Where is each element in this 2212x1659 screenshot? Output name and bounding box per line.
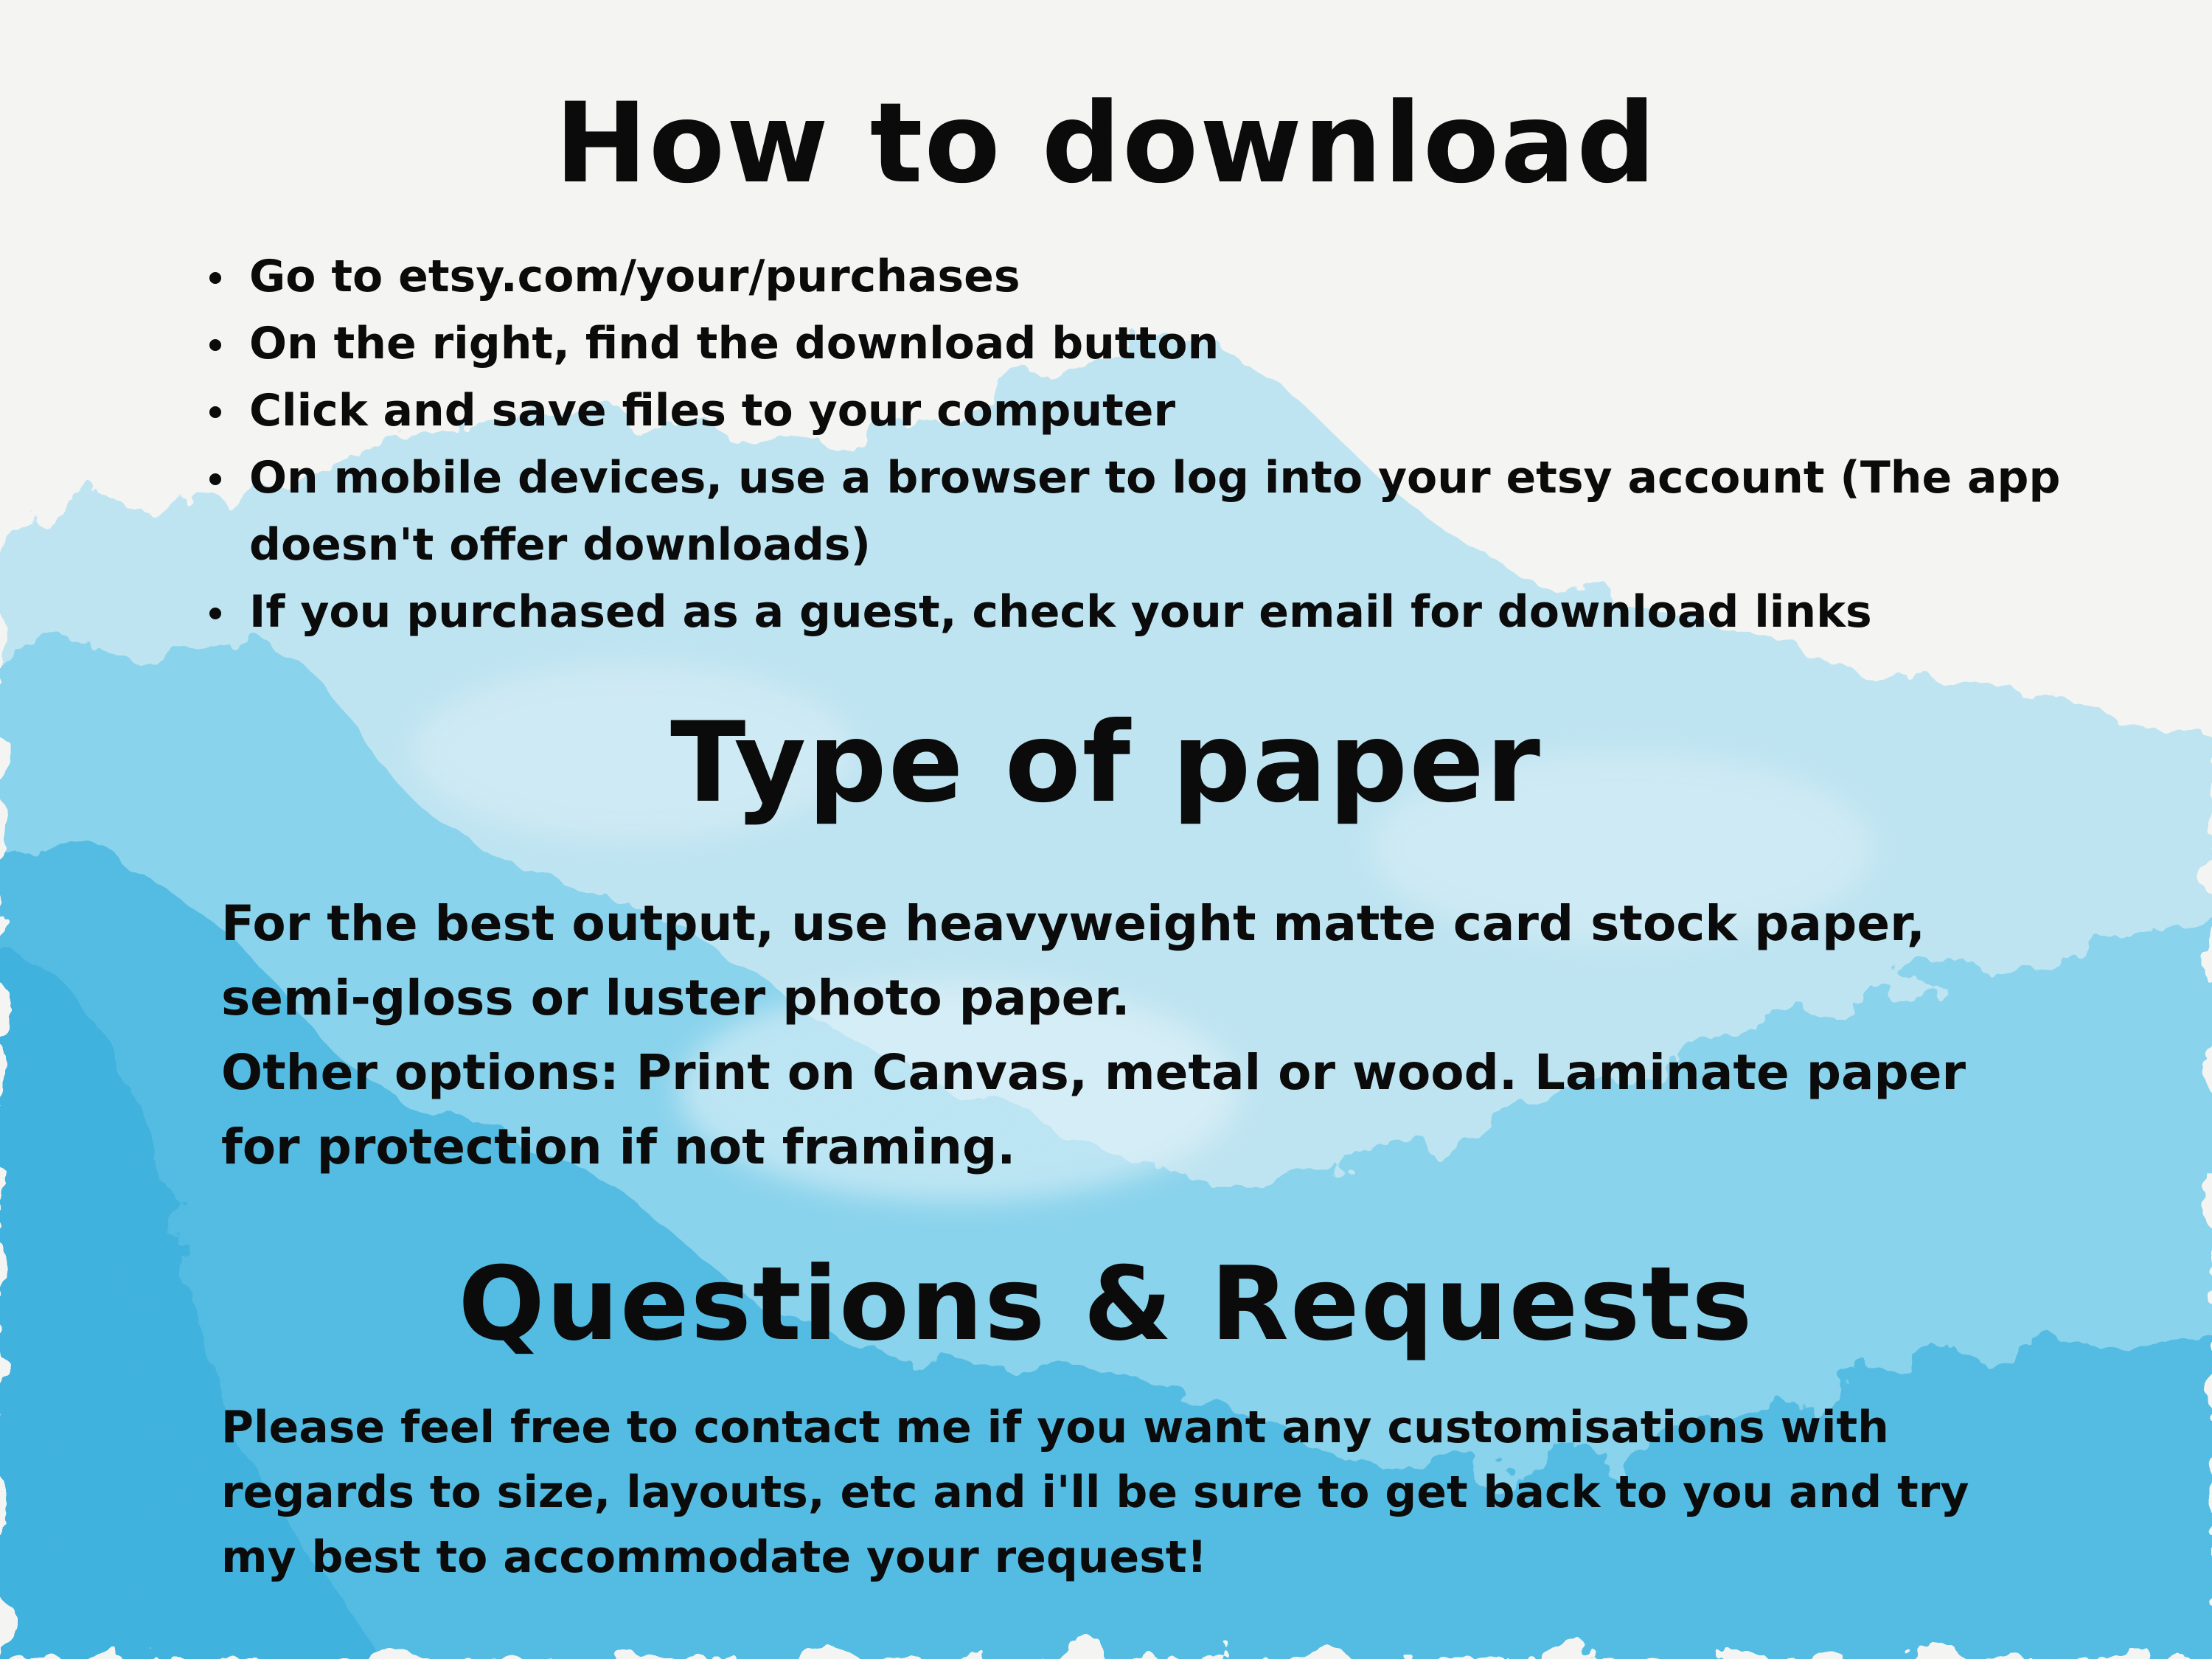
bullet-icon xyxy=(209,473,221,485)
download-step xyxy=(206,378,2065,445)
paper-description: For the best output, use heavyweight matte card stock paper, semi-gloss or luster photo paper. Other options: Print on Canvas, metal or wood. Laminate paper for protection if not framing. xyxy=(221,895,1966,1175)
bullet-icon xyxy=(209,406,221,418)
download-step-text: On mobile devices, use a browser to log into your etsy account (The app doesn't offer downloads) xyxy=(249,452,2061,571)
download-step xyxy=(206,445,2065,579)
questions-description: Please feel free to contact me if you want any customisations with regards to size, layouts, etc and i'll be sure to get back to you and try my best to accommodate your request! xyxy=(221,1402,1969,1583)
download-step-text: If you purchased as a guest, check your email for download links xyxy=(249,586,1872,638)
bullet-icon xyxy=(209,608,221,619)
download-step-text: Click and save files to your computer xyxy=(249,385,1176,437)
how-to-download-title: How to download xyxy=(554,80,1658,208)
download-step-text: Go to etsy.com/your/purchases xyxy=(249,251,1020,302)
bullet-icon xyxy=(209,339,221,351)
bullet-icon xyxy=(209,272,221,284)
type-of-paper-title: Type of paper xyxy=(670,699,1542,827)
questions-requests-title: Questions & Requests xyxy=(458,1245,1754,1363)
download-step xyxy=(206,243,2065,310)
download-step-text: On the right, find the download button xyxy=(249,318,1220,369)
download-step xyxy=(206,310,2065,378)
download-step xyxy=(206,579,2065,646)
download-steps-list xyxy=(206,243,2065,646)
